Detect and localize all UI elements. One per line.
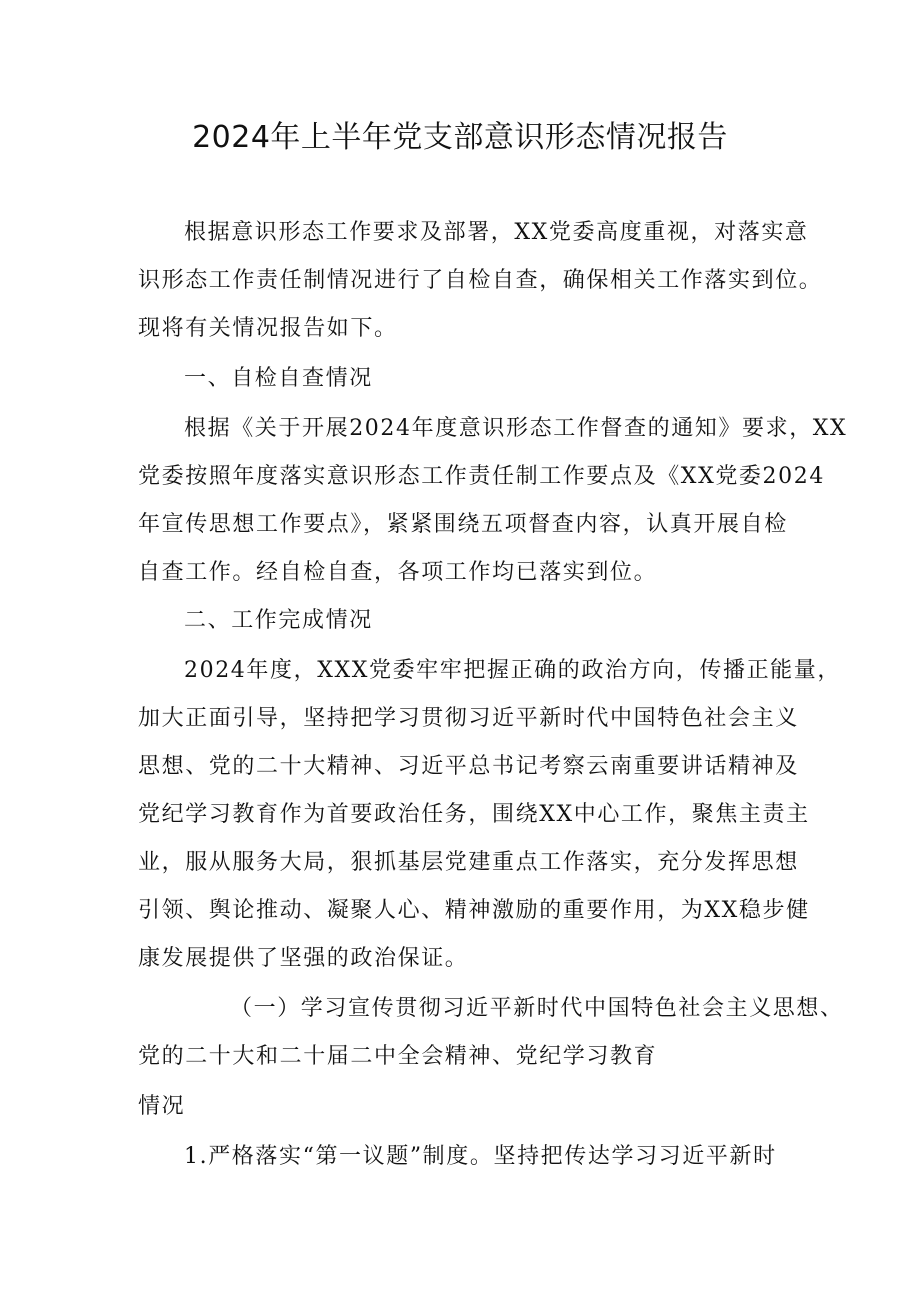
- paragraph-line: 康发展提供了坚强的政治保证。: [138, 946, 469, 971]
- section-heading: 二、工作完成情况: [184, 608, 373, 633]
- paragraph-line: 年宣传思想工作要点》，紧紧围绕五项督查内容，认真开展自检: [138, 512, 788, 537]
- paragraph-line: 识形态工作责任制情况进行了自检自查，确保相关工作落实到位。: [138, 268, 823, 293]
- document-title: 2024年上半年党支部意识形态情况报告: [192, 120, 728, 155]
- paragraph-line: 党委按照年度落实意识形态工作责任制工作要点及《XX党委2024: [138, 464, 825, 489]
- paragraph-line: 自查工作。经自检自查，各项工作均已落实到位。: [138, 560, 658, 585]
- paragraph-line: 思想、党的二十大精神、习近平总书记考察云南重要讲话精神及: [138, 754, 799, 779]
- section-heading: 一、自检自查情况: [184, 366, 373, 391]
- paragraph-line: 引领、舆论推动、凝聚人心、精神激励的重要作用，为XX稳步健: [138, 898, 810, 923]
- paragraph-line: 根据意识形态工作要求及部署，XX党委高度重视，对落实意: [184, 220, 809, 245]
- paragraph-line: 现将有关情况报告如下。: [138, 316, 398, 341]
- subsection-heading: （一）学习宣传贯彻习近平新时代中国特色社会主义思想、: [230, 996, 844, 1021]
- paragraph-line: 根据《关于开展2024年度意识形态工作督查的通知》要求，XX: [184, 416, 848, 441]
- paragraph-line: 2024年度，XXX党委牢牢把握正确的政治方向，传播正能量，: [184, 658, 841, 683]
- paragraph-line: 1.严格落实“第一议题”制度。坚持把传达学习习近平新时: [184, 1144, 777, 1169]
- subsection-heading: 党的二十大和二十届二中全会精神、党纪学习教育: [138, 1044, 658, 1069]
- paragraph-line: 加大正面引导，坚持把学习贯彻习近平新时代中国特色社会主义: [138, 706, 799, 731]
- paragraph-line: 业，服从服务大局，狠抓基层党建重点工作落实，充分发挥思想: [138, 850, 799, 875]
- subsection-heading: 情况: [138, 1094, 186, 1119]
- paragraph-line: 党纪学习教育作为首要政治任务，围绕XX中心工作，聚焦主责主: [138, 802, 810, 827]
